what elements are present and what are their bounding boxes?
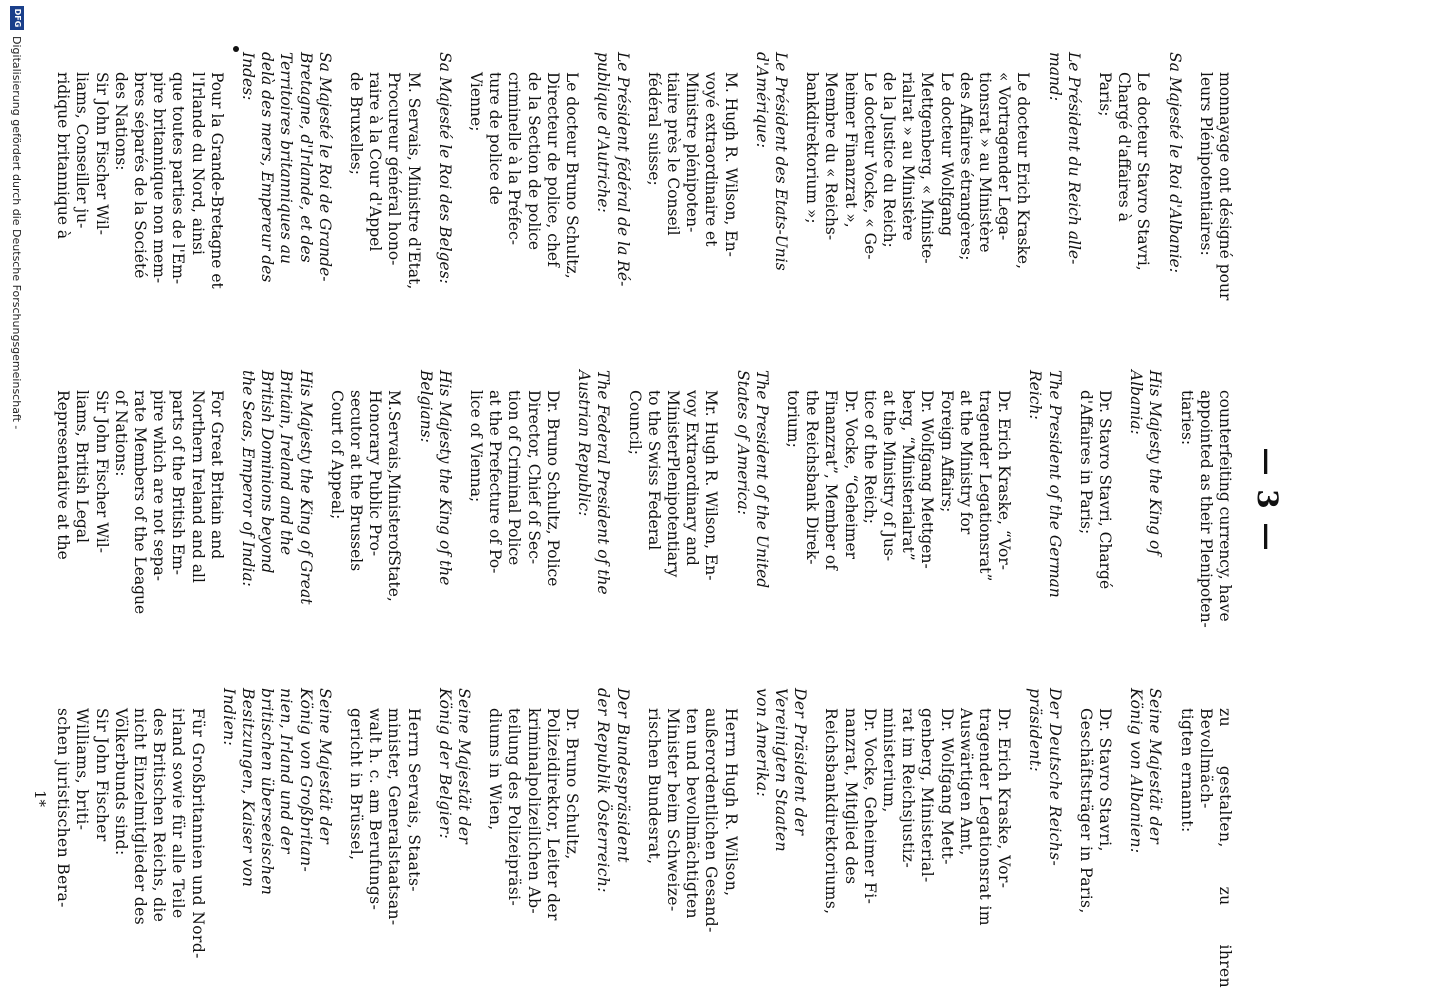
text-line: Le docteur Stavro Stavri, — [1134, 72, 1153, 271]
text-line: the Reichsbank Direk- — [803, 390, 822, 565]
german-paragraph — [53, 688, 207, 988]
text-line: des Britischen Reichs, die — [150, 708, 169, 923]
text-line: liams, British Legal — [73, 390, 92, 544]
text-line: Mettgenberg, « Ministe- — [918, 72, 937, 264]
french-party-heading — [752, 52, 790, 352]
text-line: secutor at the Brussels — [347, 390, 366, 572]
text-line: Court of Appeal; — [327, 390, 346, 520]
text-line: Representative at the — [54, 390, 73, 560]
text-line: M. Hugh R. Wilson, En- — [721, 72, 740, 257]
english-paragraph — [53, 370, 226, 670]
text-line: Le docteur Wolfgang — [937, 72, 956, 237]
text-line: bankdirektorium »; — [803, 72, 822, 224]
french-paragraph — [346, 52, 423, 352]
text-line: minister, Generalstaatsan- — [385, 708, 404, 926]
french-party-heading — [435, 52, 454, 352]
text-line: MinisterPlenipotentiary — [663, 390, 682, 578]
text-line: teilung des Polizeipräsi- — [505, 708, 524, 907]
text-line: Chargé d'affaires à — [1115, 72, 1134, 222]
english-party-heading — [574, 370, 612, 670]
text-line: at the Prefecture of Po- — [486, 390, 505, 574]
text-line: ridique britannique à — [54, 72, 73, 240]
text-line: gericht in Brüssel, — [347, 708, 366, 861]
text-line: tiaire près le Conseil — [663, 72, 682, 236]
text-line: M.Servais,MinisterofState, — [385, 390, 404, 602]
text-line: the Seas, Emperor of India: — [239, 370, 258, 587]
text-line: d'Amérique: — [752, 52, 771, 148]
text-line: schen juristischen Bera- — [54, 708, 73, 908]
text-line: ten und bevollmächtigten — [683, 708, 702, 919]
french-column — [54, 52, 1234, 352]
text-line: fédéral suisse; — [644, 72, 663, 186]
text-line: irland sowie für alle Teile — [169, 708, 188, 919]
text-line: Auswärtigen Amt, — [956, 708, 975, 856]
german-party-heading — [1126, 688, 1164, 988]
text-line: Sa Majesté le Roi d'Albanie: — [1165, 52, 1184, 273]
text-line: nien, Irland und der — [277, 688, 296, 854]
text-line: Membre du « Reichs- — [822, 72, 841, 241]
text-line: der Republik Österreich: — [594, 688, 613, 893]
text-line: British Dominions beyond — [258, 370, 277, 574]
text-line: mand: — [1045, 52, 1064, 102]
english-party-heading — [732, 370, 770, 670]
text-line: Le Président des Etats-Unis — [771, 52, 790, 271]
text-line: Dr. Stavro Stavri, Chargé — [1095, 390, 1114, 590]
text-line: Dr. Wolfgang Mettgen- — [918, 390, 937, 569]
text-line: außerordentlichen Gesand- — [702, 708, 721, 933]
german-paragraph — [346, 688, 423, 988]
english-paragraph — [1176, 370, 1234, 670]
text-line: leurs Plénipotentiaires: — [1196, 72, 1215, 256]
english-party-heading — [415, 370, 453, 670]
text-line: präsident: — [1026, 688, 1045, 773]
text-line: ture de police de — [486, 72, 505, 205]
text-line: Minister beim Schweize- — [663, 708, 682, 912]
text-line: berg, “Ministerialrat” — [899, 390, 918, 561]
english-paragraph — [327, 370, 404, 670]
text-line: parts of the British Em- — [169, 390, 188, 576]
text-line: Polizeidirektor, Leiter der — [543, 708, 562, 921]
german-paragraph — [821, 688, 1013, 988]
text-line: counterfeiting currency, have — [1216, 390, 1234, 622]
text-line: heimer Finanzrat », — [841, 72, 860, 228]
text-line: Reichsbankdirektoriums, — [822, 708, 841, 915]
text-line: Le docteur Erich Kraske, — [1014, 72, 1033, 269]
footer-text: Digitalisierung gefördert durch die Deutsche Forschungsgemeinschaft - — [10, 36, 24, 430]
text-line: criminelle à la Préfec- — [505, 72, 524, 246]
text-line: König der Belgier: — [435, 688, 454, 840]
text-line: des Affaires étrangères; — [956, 72, 975, 261]
text-line: « Vortragender Lega- — [995, 72, 1014, 241]
text-line: Le Président fédéral de la Ré- — [613, 52, 632, 287]
text-line: Le docteur Bruno Schultz, — [563, 72, 582, 279]
text-line: raire à la Cour d'Appel — [366, 72, 385, 252]
text-line: Dr. Vocke, “Geheimer — [841, 390, 860, 560]
text-line: Le docteur Vocke, « Ge- — [860, 72, 879, 260]
text-line: M. Servais, Ministre d'Etat, — [404, 72, 423, 290]
text-line: nanzrat, Mitglied des — [841, 708, 860, 885]
text-line: Reich: — [1026, 370, 1045, 420]
text-line: Für Großbritannien und Nord- — [188, 708, 207, 959]
text-line: at the Ministry of Jus- — [879, 390, 898, 562]
french-paragraph — [53, 52, 226, 352]
text-line: que toutes parties de l'Em- — [169, 72, 188, 285]
french-paragraph — [466, 52, 581, 352]
text-line: Indes: — [239, 52, 258, 101]
text-line: rialrat » au Ministère — [899, 72, 918, 241]
text-line: kriminalpolizeilichen Ab- — [524, 708, 543, 915]
text-line: voy Extraordinary and — [683, 390, 702, 566]
german-party-heading — [435, 688, 473, 988]
text-line: Sir John Fischer Wil- — [92, 390, 111, 553]
french-paragraph — [802, 52, 1032, 352]
text-line: Vereinigten Staaten — [771, 688, 790, 852]
text-line: de la Section de police — [524, 72, 543, 251]
text-line: Dr. Stavro Stavri, — [1095, 708, 1114, 852]
german-party-heading — [752, 688, 810, 988]
english-column — [54, 370, 1234, 670]
footer — [10, 0, 24, 1006]
text-line: zu gestalten, zu ihren Bevollmäch- — [1196, 708, 1234, 988]
text-line: torium; — [783, 390, 802, 448]
text-line: König von Albanien: — [1127, 688, 1146, 854]
page-number: — 3 — — [1251, 447, 1284, 553]
english-party-heading — [238, 370, 315, 670]
text-line: Sa Majesté le Roi des Belges: — [435, 52, 454, 284]
text-line: Herrn Hugh R. Wilson, — [721, 708, 740, 897]
text-line: Völkerbunds sind: — [111, 708, 130, 856]
text-line: britischen überseeischen — [258, 688, 277, 896]
text-line: Pour la Grande-Bretagne et — [207, 72, 226, 289]
text-line: rischen Bundesrat, — [644, 708, 663, 865]
text-line: Geschäftsträger in Paris, — [1076, 708, 1095, 914]
text-line: tion of Criminal Police — [505, 390, 524, 566]
text-line: Sa Majesté le Roi de Grande- — [315, 52, 334, 282]
text-line: genberg, Ministerial- — [918, 708, 937, 883]
text-line: d'Affaires in Paris; — [1076, 390, 1095, 535]
text-line: For Great Britain and — [207, 390, 226, 560]
text-line: Le Président du Reich alle- — [1064, 52, 1083, 265]
text-line: von Amerika: — [752, 688, 771, 798]
text-line: Territoires britanniques au — [277, 52, 296, 264]
text-line: Seine Majestät der — [1146, 688, 1165, 845]
french-paragraph — [644, 52, 740, 352]
text-line: Finanzrat”, Member of — [822, 390, 841, 570]
text-line: pire which are not sepa- — [150, 390, 169, 581]
bullet-dot-icon — [233, 46, 239, 52]
text-line: de Bruxelles; — [347, 72, 366, 175]
text-line: Dr. Bruno Schultz, Police — [543, 390, 562, 587]
footnote-mark: 1* — [31, 790, 49, 808]
text-line: tigten ernannt: — [1177, 708, 1196, 833]
text-line: Dr. Erich Kraske, Vor- — [995, 708, 1014, 889]
text-line: Dr. Vocke, Geheimer Fi- — [860, 708, 879, 905]
text-line: Dr. Wolfgang Mett- — [937, 708, 956, 865]
text-line: of Nations: — [111, 390, 130, 477]
text-line: nicht Einzelmitglieder des — [131, 708, 150, 926]
text-line: Paris; — [1095, 72, 1114, 117]
text-line: tragender Legationsrat” — [975, 390, 994, 582]
text-line: Belgians: — [416, 370, 435, 443]
text-line: tragender Legationsrat im — [975, 708, 994, 926]
french-party-heading — [1164, 52, 1183, 352]
text-line: Albania: — [1127, 370, 1146, 435]
text-line: Der Deutsche Reichs- — [1045, 688, 1064, 867]
text-line: Britain, Ireland and the — [277, 370, 296, 556]
text-line: appointed as their Plenipoten- — [1196, 390, 1215, 628]
english-party-heading — [1025, 370, 1063, 670]
text-line: l'Irlande du Nord, ainsi — [188, 72, 207, 255]
text-line: rate Members of the League — [131, 390, 150, 615]
text-line: Dr. Erich Kraske, “Vor- — [995, 390, 1014, 570]
text-line: voyé extraordinaire et — [702, 72, 721, 247]
text-line: Der Präsident der — [791, 688, 810, 836]
text-line: His Majesty the King of Great — [296, 370, 315, 605]
text-line: Dr. Bruno Schultz, — [563, 708, 582, 860]
german-paragraph — [644, 688, 740, 988]
text-line: Williams, briti- — [73, 708, 92, 831]
text-line: Sir John Fischer Wil- — [92, 72, 111, 235]
french-party-heading — [593, 52, 631, 352]
german-paragraph — [485, 688, 581, 988]
text-line: Bretagne, d'Irlande, et des — [296, 52, 315, 263]
text-line: Ministre plénipoten- — [683, 72, 702, 233]
english-paragraph — [783, 370, 1013, 670]
german-party-heading — [1025, 688, 1063, 988]
text-line: The President of the United — [752, 370, 771, 589]
text-line: Director, Chief of Sec- — [524, 390, 543, 565]
english-paragraph — [466, 370, 562, 670]
text-line: walt h. c. am Berufungs- — [366, 708, 385, 911]
text-line: liams, Conseiller ju- — [73, 72, 92, 229]
french-party-heading — [238, 52, 334, 352]
text-line: His Majesty the King of — [1146, 370, 1165, 556]
text-line: Austrian Republic: — [575, 370, 594, 517]
text-line: at the Ministry for — [956, 390, 975, 535]
text-line: The President of the German — [1045, 370, 1064, 598]
text-line: Der Bundespräsident — [613, 688, 632, 863]
text-line: Procureur général hono- — [385, 72, 404, 266]
text-line: to the Swiss Federal — [644, 390, 663, 551]
dfg-logo-icon: DFG — [10, 6, 24, 30]
text-line: ministerium, — [879, 708, 898, 813]
text-line: diums in Wien, — [486, 708, 505, 831]
text-line: The Federal President of the — [594, 370, 613, 595]
text-line: rat im Reichsjustiz- — [899, 708, 918, 869]
text-line: Sir John Fischer — [92, 708, 111, 842]
german-paragraph — [1176, 688, 1234, 988]
french-paragraph — [1095, 52, 1153, 352]
text-line: pire britannique non mem- — [150, 72, 169, 284]
text-line: Directeur de police, chef — [543, 72, 562, 267]
text-line: States of America: — [733, 370, 752, 515]
english-party-heading — [1126, 370, 1164, 670]
german-paragraph — [1076, 688, 1114, 988]
text-line: bres séparés de la Société — [131, 72, 150, 279]
english-paragraph — [624, 370, 720, 670]
german-column — [54, 688, 1234, 988]
text-line: publique d'Autriche: — [594, 52, 613, 213]
text-line: Council; — [625, 390, 644, 455]
text-line: Foreign Affairs; — [937, 390, 956, 513]
text-line: des Nations: — [111, 72, 130, 171]
text-line: Indien: — [219, 688, 238, 747]
text-line: de la Justice du Reich; — [879, 72, 898, 248]
text-line: Vienne; — [467, 72, 486, 132]
text-line: Mr. Hugh R. Wilson, En- — [702, 390, 721, 581]
german-party-heading — [593, 688, 631, 988]
german-party-heading — [219, 688, 334, 988]
text-line: monnayage ont désigné pour — [1216, 72, 1234, 301]
text-line: Northern Ireland and all — [188, 390, 207, 583]
text-line: His Majesty the King of the — [435, 370, 454, 586]
text-line: delà des mers, Empereur des — [258, 52, 277, 283]
text-line: Besitzungen, Kaiser von — [239, 688, 258, 888]
text-line: König von Großbritan- — [296, 688, 315, 873]
text-line: Herrn Servais, Staats- — [404, 708, 423, 892]
text-line: lice of Vienna; — [467, 390, 486, 503]
french-party-heading — [1044, 52, 1082, 352]
french-paragraph — [1196, 52, 1234, 352]
text-line: Honorary Public Pro- — [366, 390, 385, 557]
text-line: tiaries: — [1177, 390, 1196, 446]
text-line: tionsrat » au Ministère — [975, 72, 994, 253]
text-line: Seine Majestät der — [455, 688, 474, 845]
english-paragraph — [1076, 370, 1114, 670]
text-line: tice of the Reich; — [860, 390, 879, 524]
text-line: Seine Majestät der — [315, 688, 334, 845]
